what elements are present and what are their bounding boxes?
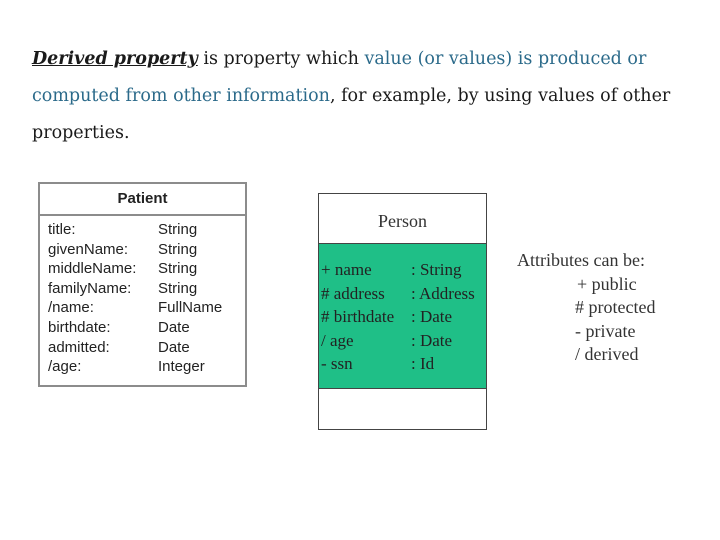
- legend-item-protected: # protected: [575, 297, 656, 317]
- attr-type: FullName: [158, 299, 223, 317]
- patient-attr-row: [48, 259, 245, 279]
- patient-attributes: [40, 216, 245, 377]
- attr-name: # address: [321, 283, 385, 303]
- attr-name: title:: [48, 221, 76, 238]
- attr-type: : Id: [411, 354, 435, 373]
- attr-type: : Date: [411, 307, 453, 326]
- attr-type: String: [158, 221, 198, 238]
- intro-highlight: value (or values) is produced or computed from other information: [32, 49, 647, 106]
- attr-type: Date: [158, 318, 190, 336]
- attr-name: /age:: [48, 358, 82, 376]
- patient-attr-row: [48, 279, 245, 299]
- person-class-box: [318, 193, 487, 430]
- attr-name: familyName:: [48, 279, 132, 297]
- legend-item-public: + public: [577, 273, 637, 294]
- attr-name: birthdate:: [48, 318, 111, 336]
- legend-item-derived: / derived: [575, 344, 639, 364]
- attr-name: /name:: [48, 299, 94, 317]
- attr-name: + name: [321, 260, 372, 279]
- patient-attr-row: [48, 220, 245, 240]
- intro-text-1: is property which: [197, 49, 365, 69]
- patient-class-box: [38, 182, 247, 387]
- person-attr-row: [321, 352, 486, 376]
- attr-name: # birthdate: [321, 307, 395, 326]
- attr-name: middleName:: [48, 260, 137, 278]
- attr-type: : Date: [411, 330, 453, 350]
- person-attr-row: [321, 329, 486, 353]
- patient-attr-row: [48, 357, 245, 377]
- legend-item-private: - private: [575, 320, 636, 341]
- person-class-title: Person: [319, 194, 486, 244]
- attr-name: / age: [321, 330, 354, 350]
- attributes-legend: [517, 249, 655, 367]
- person-attr-row: [321, 282, 486, 306]
- derived-property-term: Derived property: [32, 49, 198, 69]
- patient-attr-row: [48, 338, 245, 358]
- patient-class-title: Patient: [40, 184, 245, 216]
- patient-attr-row: [48, 240, 245, 260]
- attr-type: Integer: [158, 358, 205, 376]
- intro-paragraph: [32, 41, 682, 152]
- attr-name: givenName:: [48, 240, 129, 258]
- patient-attr-row: [48, 298, 245, 318]
- attr-name: admitted:: [48, 338, 110, 356]
- person-attr-row: [321, 258, 486, 282]
- attr-type: : String: [411, 260, 462, 279]
- person-attributes: [319, 244, 486, 389]
- attr-name: - ssn: [321, 354, 353, 373]
- attr-type: : Address: [411, 283, 475, 303]
- attr-type: String: [158, 279, 198, 297]
- intro-text-2: , for example, by using values of other properties.: [32, 86, 671, 143]
- legend-title: Attributes can be:: [517, 250, 645, 270]
- person-attr-row: [321, 305, 486, 329]
- attr-type: Date: [158, 338, 190, 356]
- attr-type: String: [158, 240, 198, 258]
- attr-type: String: [158, 260, 198, 278]
- patient-attr-row: [48, 318, 245, 338]
- person-operations: [319, 389, 486, 430]
